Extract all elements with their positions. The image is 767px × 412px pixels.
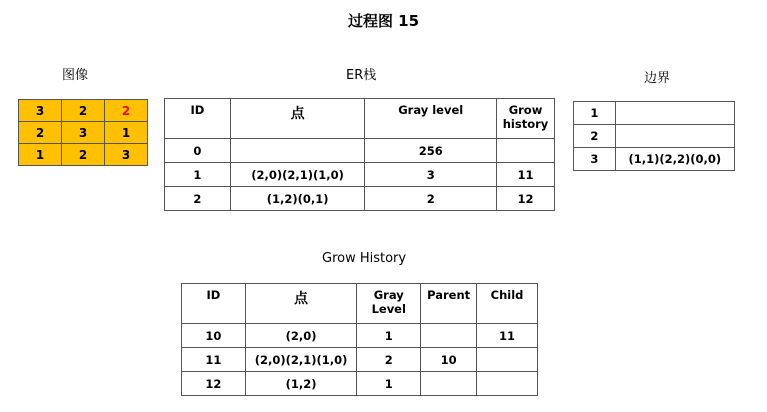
boundary-cell xyxy=(615,125,734,148)
er-stack-cell: (1,2)(0,1) xyxy=(230,187,365,211)
er-stack-table xyxy=(164,98,555,211)
gh-header-child: Child xyxy=(477,284,538,324)
image-grid-row xyxy=(19,100,148,122)
grow-history-cell: (2,0) xyxy=(245,324,357,348)
image-grid-row xyxy=(19,122,148,144)
gh-header-id: ID xyxy=(182,284,246,324)
grow-history-cell: 1 xyxy=(357,324,421,348)
er-stack-cell: 3 xyxy=(365,163,497,187)
grow-history-cell: 11 xyxy=(477,324,538,348)
grow-history-cell: 10 xyxy=(182,324,246,348)
er-stack-cell: 12 xyxy=(497,187,555,211)
gh-header-points: 点 xyxy=(245,284,357,324)
boundary-cell: (1,1)(2,2)(0,0) xyxy=(615,148,734,171)
image-grid-cell: 2 xyxy=(62,144,105,166)
boundary-cell: 2 xyxy=(574,125,616,148)
image-grid-cell: 3 xyxy=(62,122,105,144)
gh-header-gray-level: Gray Level xyxy=(357,284,421,324)
page-title: 过程图 15 xyxy=(347,12,420,30)
boundary-row xyxy=(574,102,735,125)
grow-history-row xyxy=(182,348,538,372)
gh-header-parent: Parent xyxy=(421,284,477,324)
grow-history-row xyxy=(182,324,538,348)
grow-history-cell: 11 xyxy=(182,348,246,372)
grow-history-cell: (2,0)(2,1)(1,0) xyxy=(245,348,357,372)
boundary-row xyxy=(574,148,735,171)
grow-history-cell xyxy=(421,372,477,396)
boundary-table xyxy=(573,101,735,171)
er-stack-row xyxy=(165,163,555,187)
er-stack-cell xyxy=(230,139,365,163)
image-grid-cell: 1 xyxy=(19,144,62,166)
boundary-cell xyxy=(615,102,734,125)
grow-history-cell: 10 xyxy=(421,348,477,372)
er-stack-cell: 0 xyxy=(165,139,231,163)
er-header-gray-level: Gray level xyxy=(365,99,497,139)
er-stack-cell: 11 xyxy=(497,163,555,187)
grow-history-label: Grow History xyxy=(322,251,407,266)
er-stack-row xyxy=(165,187,555,211)
er-stack-cell: 256 xyxy=(365,139,497,163)
er-stack-row xyxy=(165,139,555,163)
er-stack-cell: 1 xyxy=(165,163,231,187)
grow-history-cell: 1 xyxy=(357,372,421,396)
grow-history-cell: (1,2) xyxy=(245,372,357,396)
er-stack-cell: 2 xyxy=(365,187,497,211)
image-grid-cell: 3 xyxy=(19,100,62,122)
grow-history-cell: 12 xyxy=(182,372,246,396)
boundary-cell: 3 xyxy=(574,148,616,171)
image-grid-cell: 2 xyxy=(105,100,148,122)
er-header-grow-history: Grow history xyxy=(497,99,555,139)
er-header-points: 点 xyxy=(230,99,365,139)
er-header-id: ID xyxy=(165,99,231,139)
image-grid-cell: 1 xyxy=(105,122,148,144)
boundary-cell: 1 xyxy=(574,102,616,125)
boundary-row xyxy=(574,125,735,148)
grow-history-cell xyxy=(477,348,538,372)
grow-history-row xyxy=(182,372,538,396)
grow-history-table xyxy=(181,283,538,396)
grow-history-cell xyxy=(421,324,477,348)
grow-history-cell xyxy=(477,372,538,396)
er-stack-cell: (2,0)(2,1)(1,0) xyxy=(230,163,365,187)
image-grid-cell: 3 xyxy=(105,144,148,166)
boundary-label: 边界 xyxy=(644,71,671,86)
er-stack-label: ER栈 xyxy=(346,68,377,83)
er-stack-cell xyxy=(497,139,555,163)
image-label: 图像 xyxy=(62,68,89,83)
image-grid-row xyxy=(19,144,148,166)
image-grid-cell: 2 xyxy=(62,100,105,122)
image-grid xyxy=(18,99,148,166)
er-stack-cell: 2 xyxy=(165,187,231,211)
grow-history-cell: 2 xyxy=(357,348,421,372)
image-grid-cell: 2 xyxy=(19,122,62,144)
